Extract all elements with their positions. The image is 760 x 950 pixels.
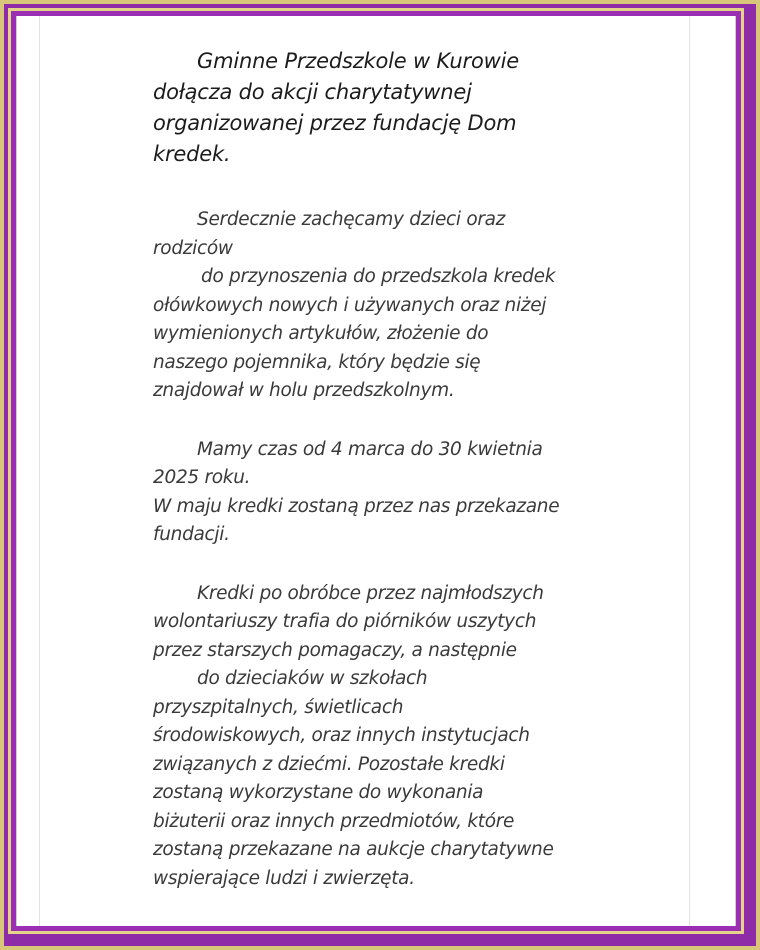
paragraph-line: zostaną przekazane na aukcje charytatywne [153,839,554,860]
paragraph-line: wymienionych artykułów, złożenie do [153,323,489,344]
paragraph-line-text: do przynoszenia do przedszkola kredek [201,266,556,287]
invitation-paragraph [153,206,613,406]
heading-line: organizowanej przez fundację Dom [153,111,517,135]
paragraph-line [153,580,613,609]
page-margin-line-right [689,16,690,926]
paragraph-line: znajdował w holu przedszkolnym. [153,380,455,401]
announcement-content [153,46,613,893]
paragraph-line-text: Serdecznie zachęcamy dzieci oraz [197,209,506,230]
paragraph-line: rodziców [153,237,233,259]
announcement-heading [153,46,613,170]
heading-line: dołącza do akcji charytatywnej [153,80,472,104]
paragraph-line: zostaną wykorzystane do wykonania [153,782,484,803]
paragraph-line-text: do dzieciaków w szkołach [197,668,428,689]
paragraph-line: przez starszych pomagaczy, a następnie [153,639,517,661]
paragraph-line [153,263,613,292]
purpose-paragraph [153,580,613,894]
heading-line [153,46,613,77]
paragraph-line: 2025 roku. [153,467,251,488]
paragraph-line: fundacji. [153,524,230,545]
paragraph-line-text: Mamy czas od 4 marca do 30 kwietnia [197,438,543,460]
paragraph-line: naszego pojemnika, który będzie się [153,351,481,373]
paragraph-line: W maju kredki zostaną przez nas przekazane [153,495,560,517]
paragraph-line-text: Kredki po obróbce przez najmłodszych [197,582,544,604]
paragraph-line: przyszpitalnych, świetlicach [153,696,404,718]
spacer [153,550,613,580]
paragraph-line: ołówkowych nowych i używanych oraz niżej [153,294,547,316]
paragraph-line [153,206,613,235]
heading-line: kredek. [153,142,231,166]
spacer [153,406,613,436]
dates-paragraph [153,436,613,550]
spacer [153,170,613,206]
paragraph-line: związanych z dziećmi. Pozostałe kredki [153,753,505,775]
paragraph-line: biżuterii oraz innych przedmiotów, które [153,810,515,832]
document-page [16,16,736,926]
paragraph-line: wolontariuszy trafia do piórników uszytych [153,611,537,632]
page-margin-line-left [39,16,40,926]
paragraph-line [153,665,613,694]
paragraph-line: wspierające ludzi i zwierzęta. [153,867,415,889]
paragraph-line: środowiskowych, oraz innych instytucjach [153,725,530,746]
paragraph-line [153,436,613,465]
heading-line-text: Gminne Przedszkole w Kurowie [197,49,519,73]
